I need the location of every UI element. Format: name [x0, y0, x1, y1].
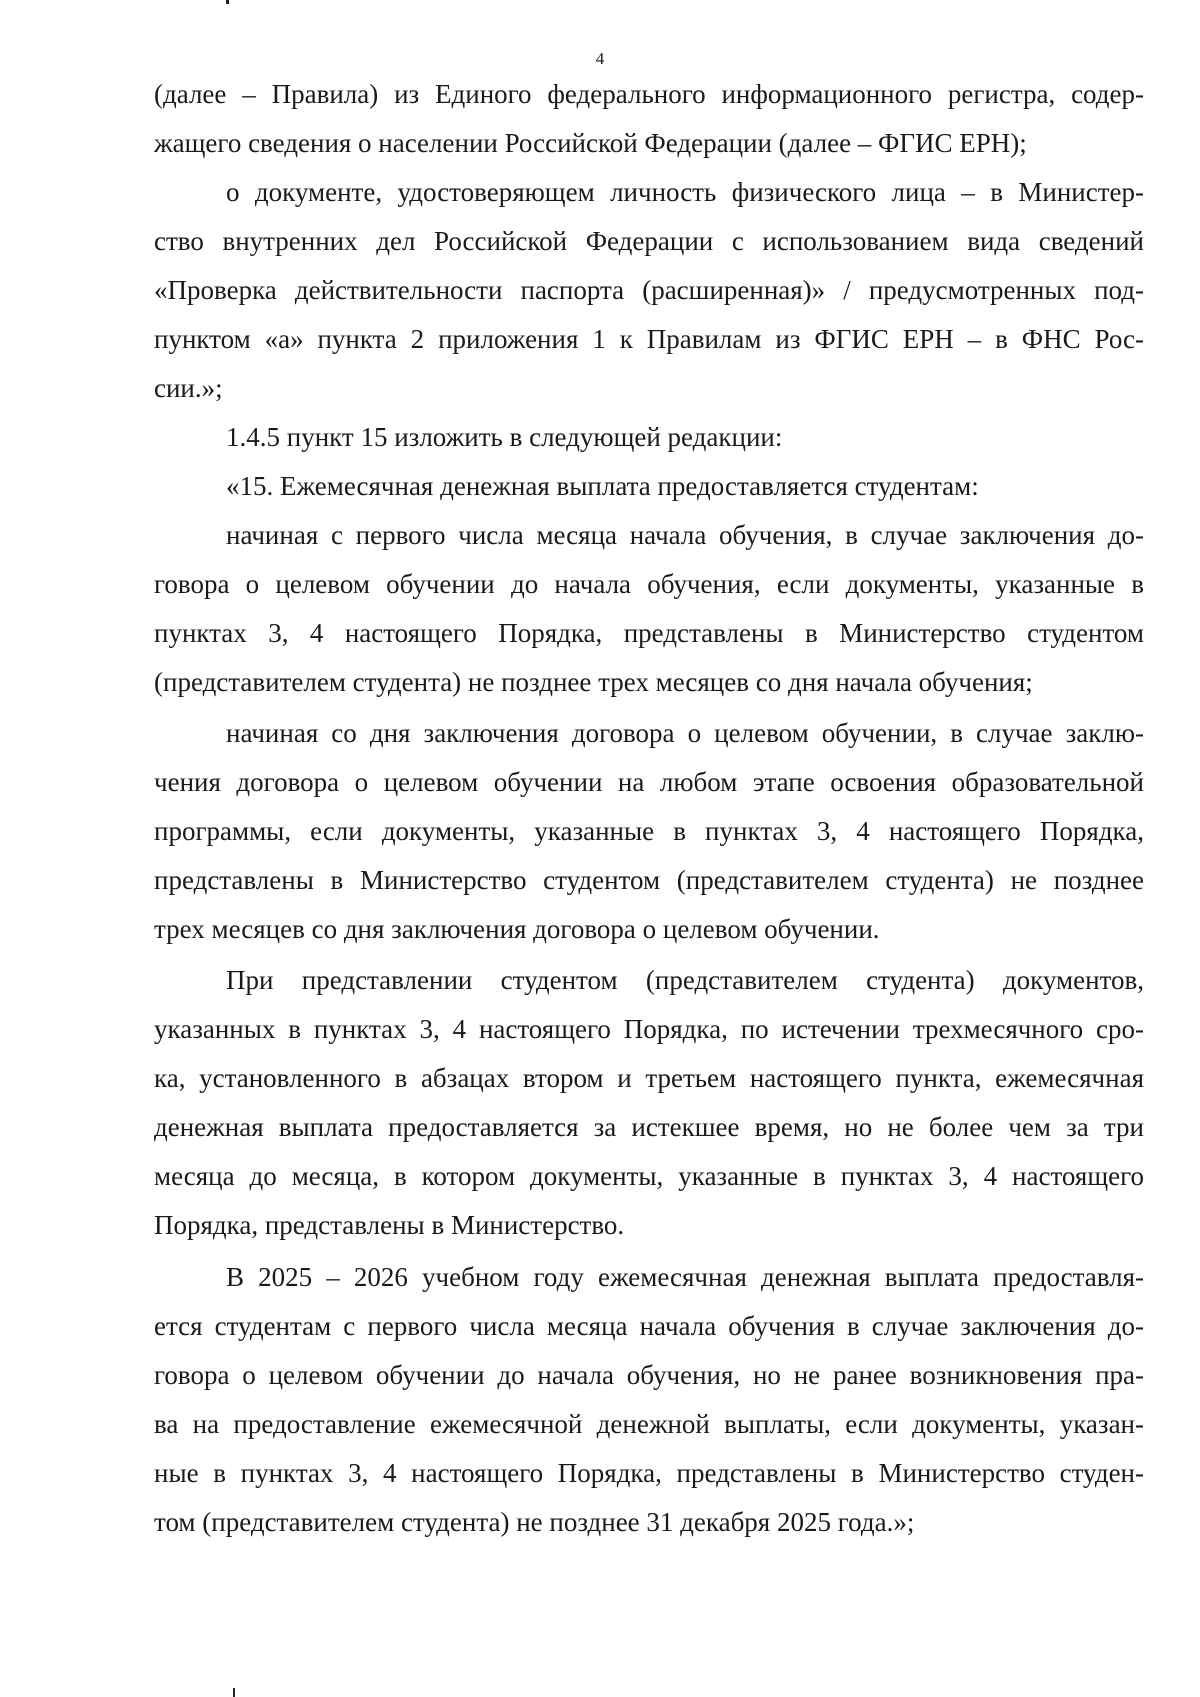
text-line: начиная со дня заключения договора о целевом обучении, в случае заклю- — [226, 718, 1144, 748]
text-line: говора о целевом обучении до начала обучения, если документы, указанные в — [154, 569, 1144, 599]
page-number: 4 — [595, 49, 605, 68]
text-line: указанных в пунктах 3, 4 настоящего Порядка, по истечении трехмесячного сро- — [154, 1014, 1144, 1044]
text-line: Порядка, представлены в Министерство. — [154, 1210, 625, 1240]
text-line: том (представителем студента) не позднее 31 декабря 2025 года.»; — [154, 1507, 915, 1537]
scan-mark-bottom — [233, 1688, 235, 1697]
text-line: пунктах 3, 4 настоящего Порядка, представлены в Министерство студентом — [154, 618, 1144, 648]
text-line: При представлении студентом (представителем студента) документов, — [226, 965, 1144, 995]
text-line: (далее – Правила) из Единого федерального информационного регистра, содер- — [154, 79, 1144, 109]
text-line: ется студентам с первого числа месяца начала обучения в случае заключения до- — [154, 1311, 1144, 1341]
document-body — [154, 70, 1144, 1547]
text-line: программы, если документы, указанные в пунктах 3, 4 настоящего Порядка, — [154, 816, 1144, 846]
text-line: ва на предоставление ежемесячной денежной выплаты, если документы, указан- — [154, 1409, 1144, 1439]
text-line: жащего сведения о населении Российской Федерации (далее – ФГИС ЕРН); — [154, 128, 1027, 158]
scan-mark-top — [226, 0, 229, 4]
text-line: ка, установленного в абзацах втором и третьем настоящего пункта, ежемесячная — [154, 1063, 1144, 1093]
text-line: сии.»; — [154, 373, 223, 403]
text-line: В 2025 – 2026 учебном году ежемесячная денежная выплата предоставля- — [226, 1262, 1144, 1292]
text-line: начиная с первого числа месяца начала обучения, в случае заключения до- — [226, 520, 1144, 550]
text-line: месяца до месяца, в котором документы, указанные в пунктах 3, 4 настоящего — [154, 1161, 1144, 1191]
text-line: трех месяцев со дня заключения договора о целевом обучении. — [154, 914, 880, 944]
text-line: денежная выплата предоставляется за истекшее время, но не более чем за три — [154, 1112, 1144, 1142]
text-line: представлены в Министерство студентом (представителем студента) не позднее — [154, 865, 1144, 895]
text-line: говора о целевом обучении до начала обучения, но не ранее возникновения пра- — [154, 1360, 1144, 1390]
text-line: чения договора о целевом обучении на любом этапе освоения образовательной — [154, 767, 1144, 797]
text-line: ные в пунктах 3, 4 настоящего Порядка, представлены в Министерство студен- — [154, 1458, 1144, 1488]
text-line: ство внутренних дел Российской Федерации с использованием вида сведений — [154, 226, 1144, 256]
text-line: (представителем студента) не позднее трех месяцев со дня начала обучения; — [154, 667, 1033, 697]
text-line: 1.4.5 пункт 15 изложить в следующей редакции: — [226, 422, 783, 452]
text-line: «Проверка действительности паспорта (расширенная)» / предусмотренных под- — [154, 275, 1144, 305]
text-line: пунктом «а» пункта 2 приложения 1 к Правилам из ФГИС ЕРН – в ФНС Рос- — [154, 324, 1144, 354]
text-line: о документе, удостоверяющем личность физического лица – в Министер- — [226, 177, 1144, 207]
text-line: «15. Ежемесячная денежная выплата предоставляется студентам: — [226, 471, 979, 501]
